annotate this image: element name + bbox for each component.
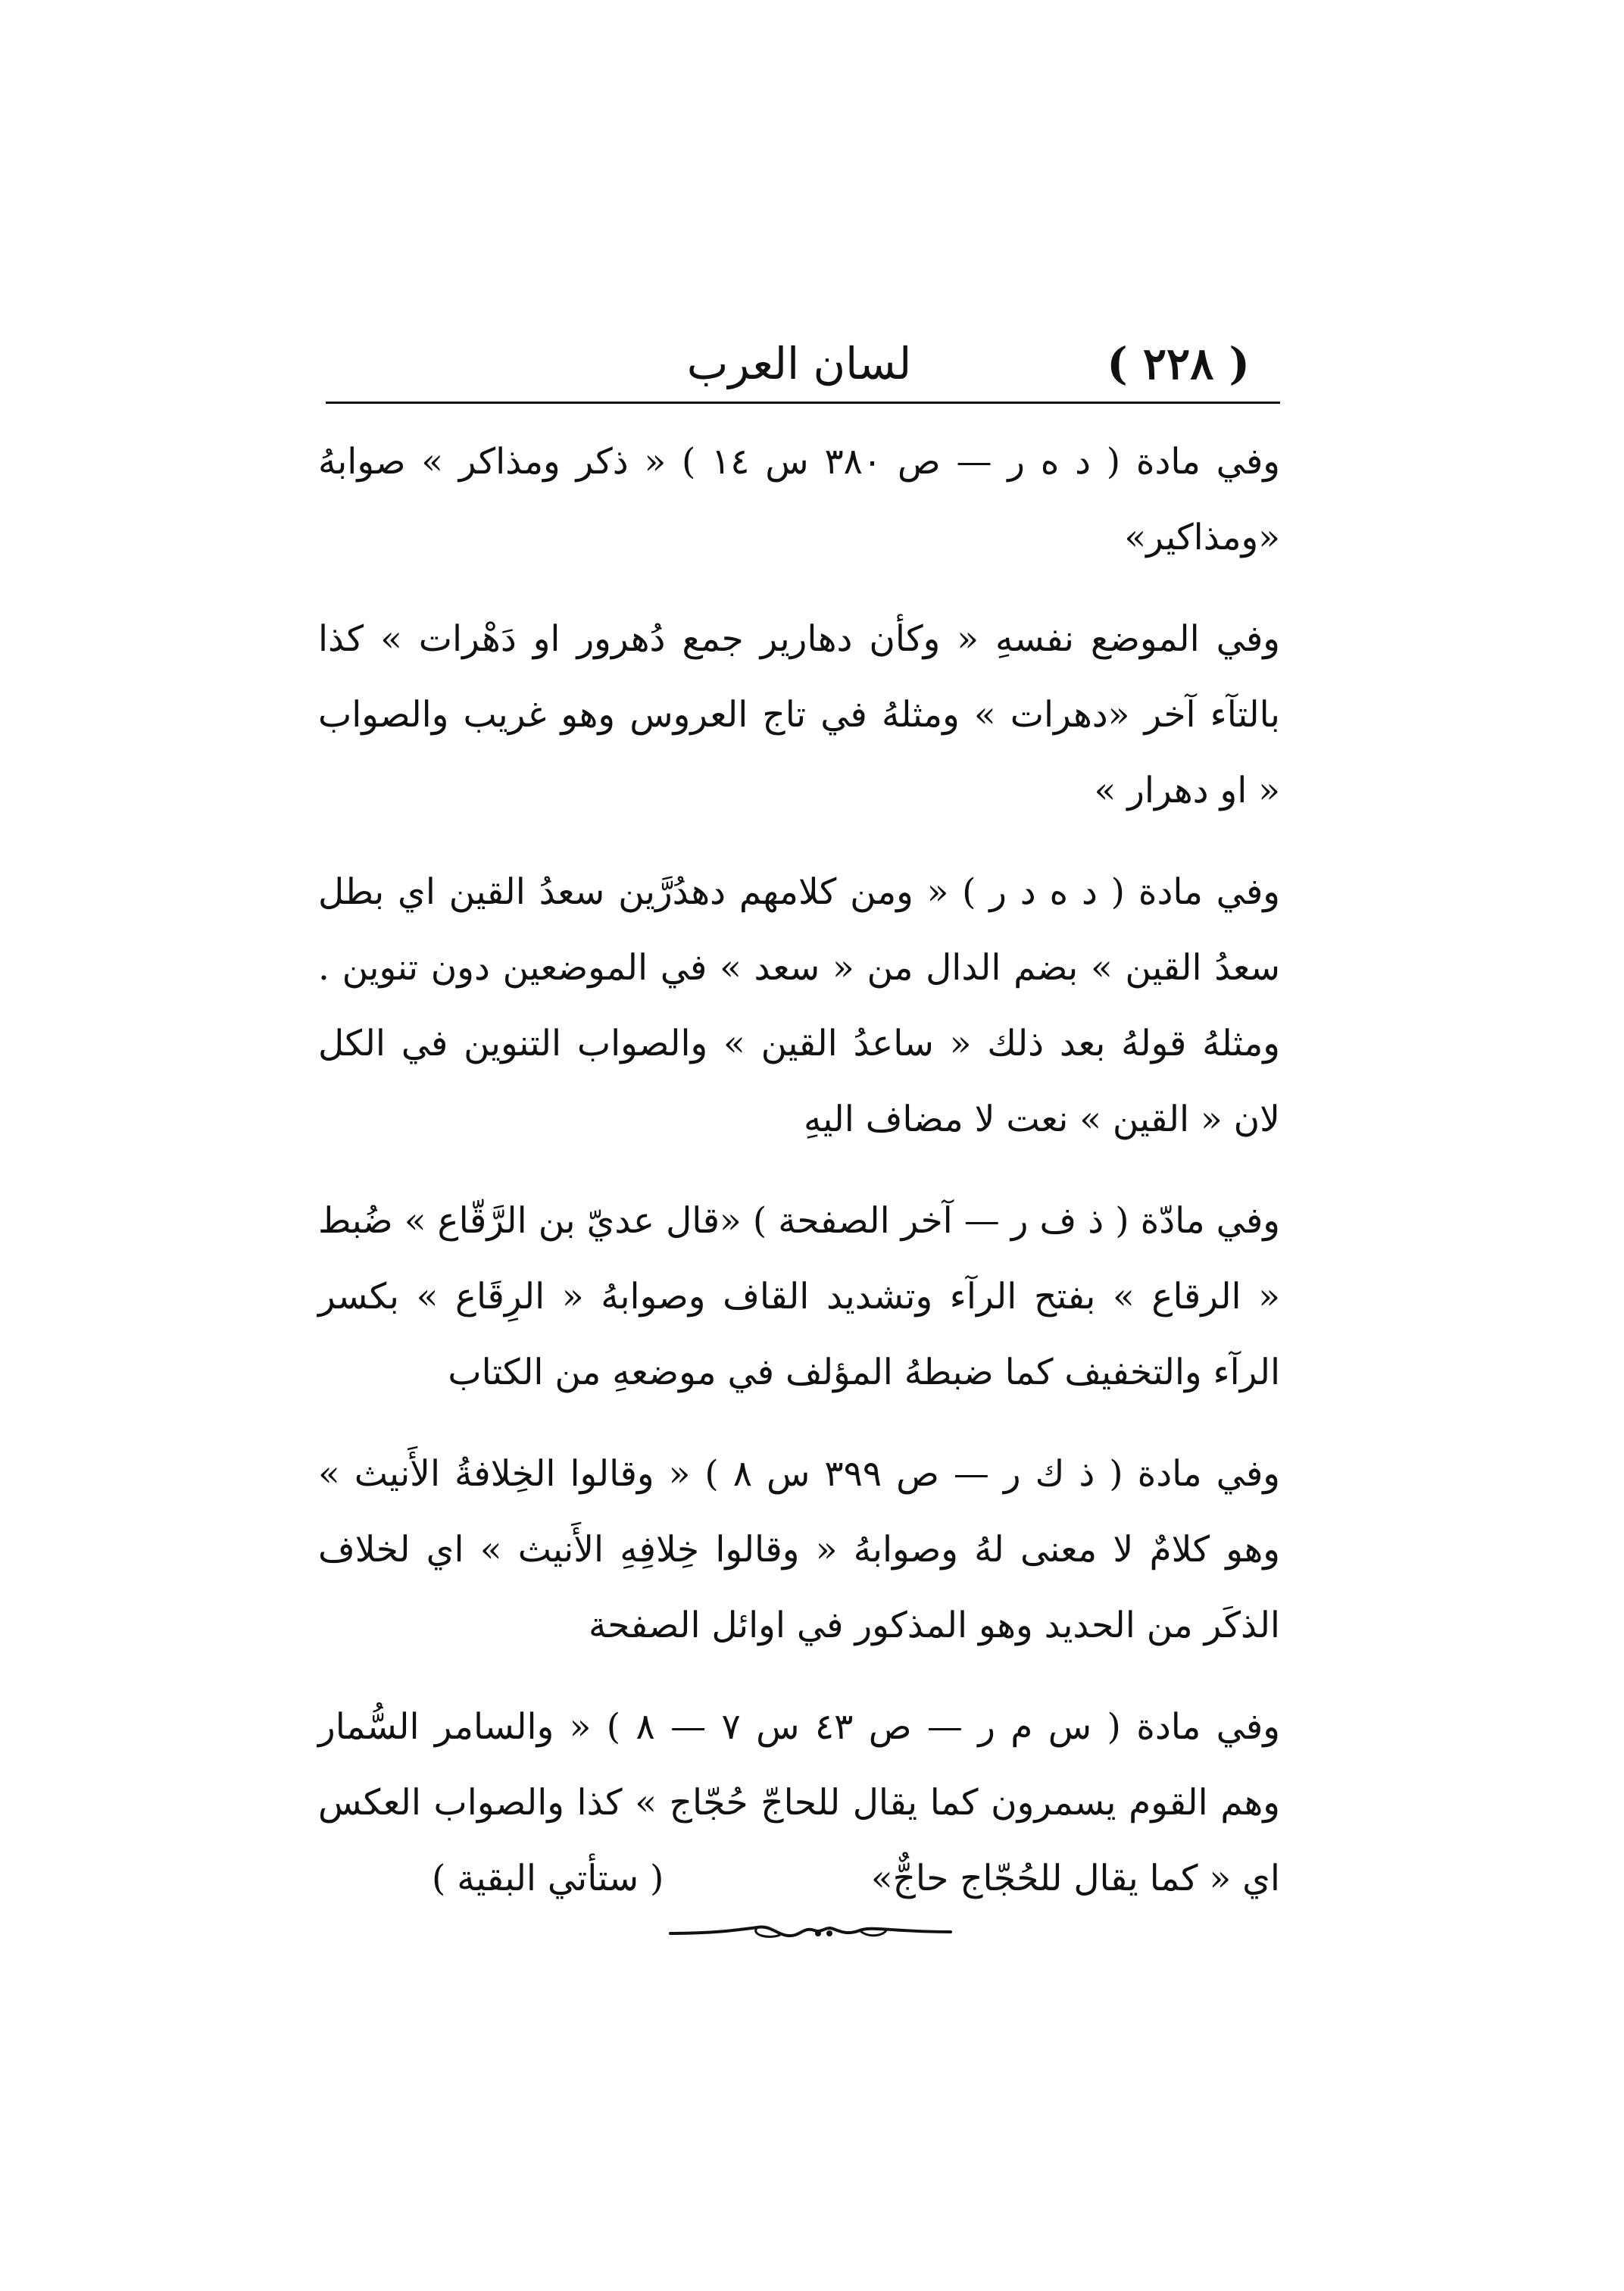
paragraph-dahr: وفي مادة ( د ه ر — ص ٣٨٠ س ١٤ ) « ذكر ومذاكر » صوابهُ «ومذاكير» [318,441,1280,558]
paragraph-samar [318,1689,1280,1917]
paragraph-dhafr: وفي مادّة ( ذ ف ر — آخر الصفحة ) «قال عديّ بن الرَّقّاع » ضُبط « الرقاع » بفتح الرآء وتشديد القاف وصوابهُ « الرِقَاع » بكسر الرآء والتخفيف كما ضبطهُ المؤلف في موضعهِ من الكتاب [318,1200,1280,1393]
page-header [318,333,1280,394]
header-rule [326,402,1280,404]
continuation-note: ( ستأتي البقية ) [432,1858,664,1899]
paragraph-dhakar: وفي مادة ( ذ ك ر — ص ٣٩٩ س ٨ ) « وقالوا الخِلافةُ الأَنيث » وهو كلامٌ لا معنى لهُ وصوابهُ « وقالوا خِلافِهِ الأَنيث » اي لخلاف الذكَر من الحديد وهو المذكور في اوائل الصفحة [318,1453,1280,1646]
paragraph-dahdar: وفي مادة ( د ه د ر ) « ومن كلامهم دهدُرَّين سعدُ القين اي بطل سعدُ القين » بضم الدال من « سعد » في الموضعين دون تنوين . ومثلهُ قولهُ بعد ذلك « ساعدُ القين » والصواب التنوين في الكل لان « القين » نعت لا مضاف اليهِ [318,871,1281,1140]
running-title: لسان العرب [686,338,912,389]
paragraph-samar-text: وفي مادة ( س م ر — ص ٤٣ س ٧ — ٨ ) « والسامر السُّمار وهم القوم يسمرون كما يقال للحاجّ حُجّاج » كذا والصواب العكس اي « كما يقال للحُجّاج حاجٌّ» [318,1706,1280,1899]
tail-ornament-icon [667,1917,954,1947]
body-text [318,424,1280,1943]
paragraph-dahrat: وفي الموضع نفسهِ « وكأن دهارير جمع دُهرور او دَهْرات » كذا بالتآء آخر «دهرات » ومثلهُ في تاج العروس وهو غريب والصواب « او دهرار » [318,618,1280,811]
page-number: ( ٢٢٨ ) [1107,338,1250,389]
